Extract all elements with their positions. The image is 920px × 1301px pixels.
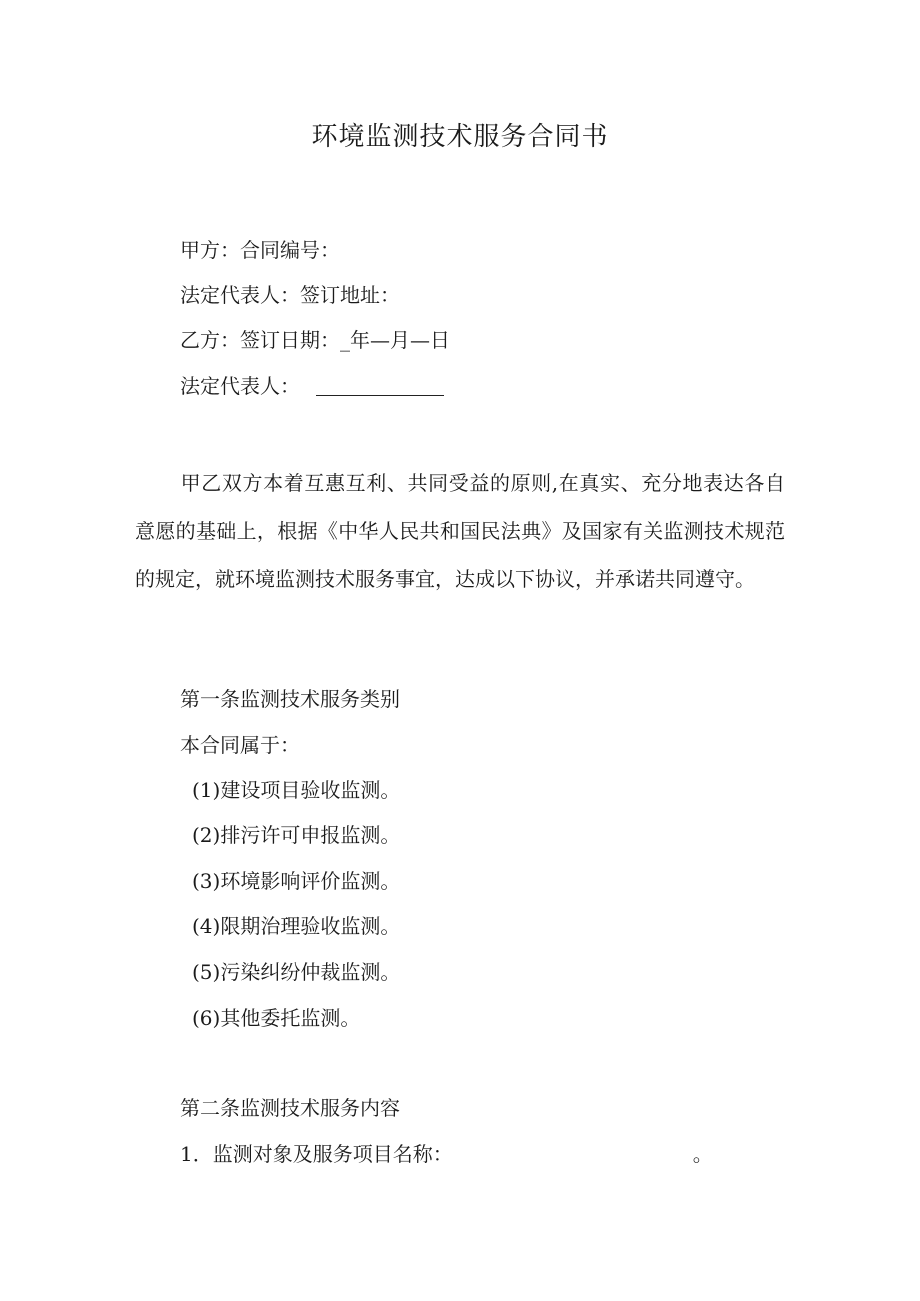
legal-rep-b-label: 法定代表人： — [180, 374, 300, 398]
article1-item: (6)其他委托监测。 — [192, 1006, 361, 1030]
article1-heading: 第一条监测技术服务类别 — [180, 687, 400, 711]
preamble-text: 甲乙双方本着互惠互利、共同受益的原则,在真实、充分地表达各自意愿的基础上，根据《中华人民共和国民法典》及国家有关监测技术规范的规定，就环境监测技术服务事宜，达成以下协议，并承诺共同遵守。 — [135, 471, 785, 591]
article1-item: (3)环境影响评价监测。 — [192, 869, 401, 893]
party-a-line: 甲方：合同编号： — [180, 238, 340, 262]
article2-heading: 第二条监测技术服务内容 — [180, 1096, 400, 1120]
preamble-paragraph — [135, 459, 785, 603]
legal-rep-b-line — [180, 375, 444, 396]
article2-item1-label: 1．监测对象及服务项目名称： — [180, 1142, 453, 1166]
article1-intro: 本合同属于： — [180, 733, 300, 757]
article2-item1-end: 。 — [692, 1142, 713, 1166]
article1-item: (5)污染纠纷仲裁监测。 — [192, 960, 401, 984]
document-title: 环境监测技术服务合同书 — [311, 122, 609, 152]
article1-item: (2)排污许可申报监测。 — [192, 823, 401, 847]
article1-item: (4)限期治理验收监测。 — [192, 914, 401, 938]
party-b-line: 乙方：签订日期：_年—月—日 — [180, 328, 450, 352]
legal-rep-b-blank — [316, 375, 444, 396]
article2-item1 — [180, 1144, 713, 1164]
article1-item: (1)建设项目验收监测。 — [192, 778, 401, 802]
legal-rep-a-line: 法定代表人：签订地址： — [180, 283, 400, 307]
